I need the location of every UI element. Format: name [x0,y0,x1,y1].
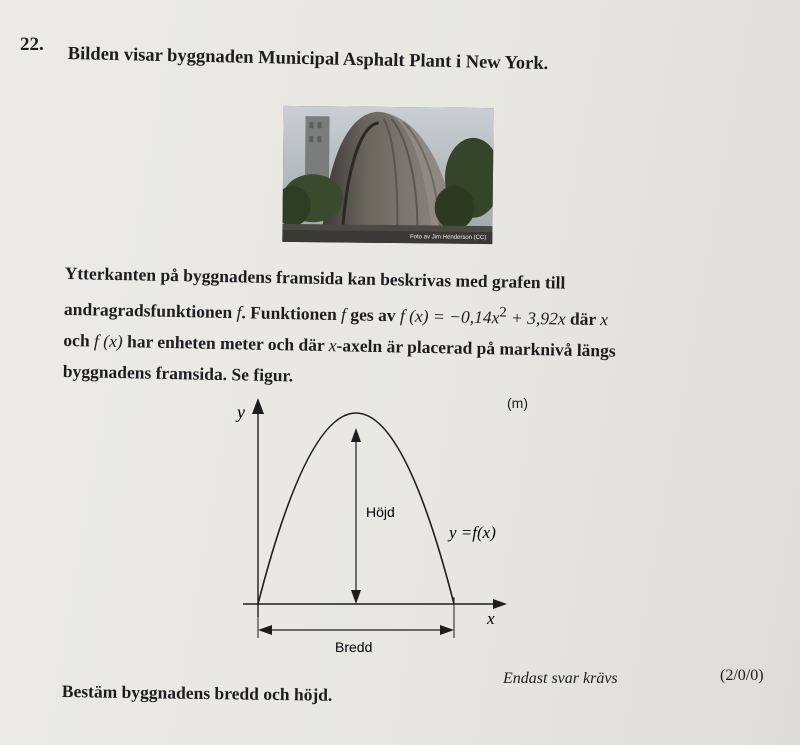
y-axis-arrow [252,398,264,414]
paragraph-line-2: andragradsfunktionen f. Funktionen f ges av f $(x) = -0,14x^2 + 3,92x$ där x [63,298,609,330]
y-axis-label: y [237,402,245,422]
height-label: Höjd [366,504,395,520]
curve-label: y =f(x) [449,523,496,542]
points-badge: (2/0/0) [720,667,764,684]
parabola-figure [225,392,555,667]
question-number: 22. [20,34,44,55]
building-photo [282,106,493,244]
answer-note: Endast svar krävs [503,670,618,687]
problem-description [63,258,705,399]
width-label: Bredd [335,639,373,655]
asphalt-plant-image [282,106,493,244]
function-formula: f $(x) = -0,14x^2 + 3,92x$ [399,304,566,329]
paragraph-line-3: och f (x) har enheten meter och där x-axeln är placerad på marknivå längs [63,329,616,361]
paragraph-line-1: Ytterkanten på byggnadens framsida kan beskrivas med grafen till [64,262,566,293]
x-axis-arrow [493,599,507,609]
task-text: Bestäm byggnadens bredd och höjd. [61,681,333,705]
photo-credit: Foto av Jim Henderson (CC) [409,234,487,242]
x-axis-label: x [487,609,495,628]
paragraph-line-4: byggnadens framsida. Se figur. [62,360,294,386]
unit-label: (m) [507,395,528,411]
question-title: Bilden visar byggnaden Municipal Asphalt Plant i New York. [67,44,549,75]
